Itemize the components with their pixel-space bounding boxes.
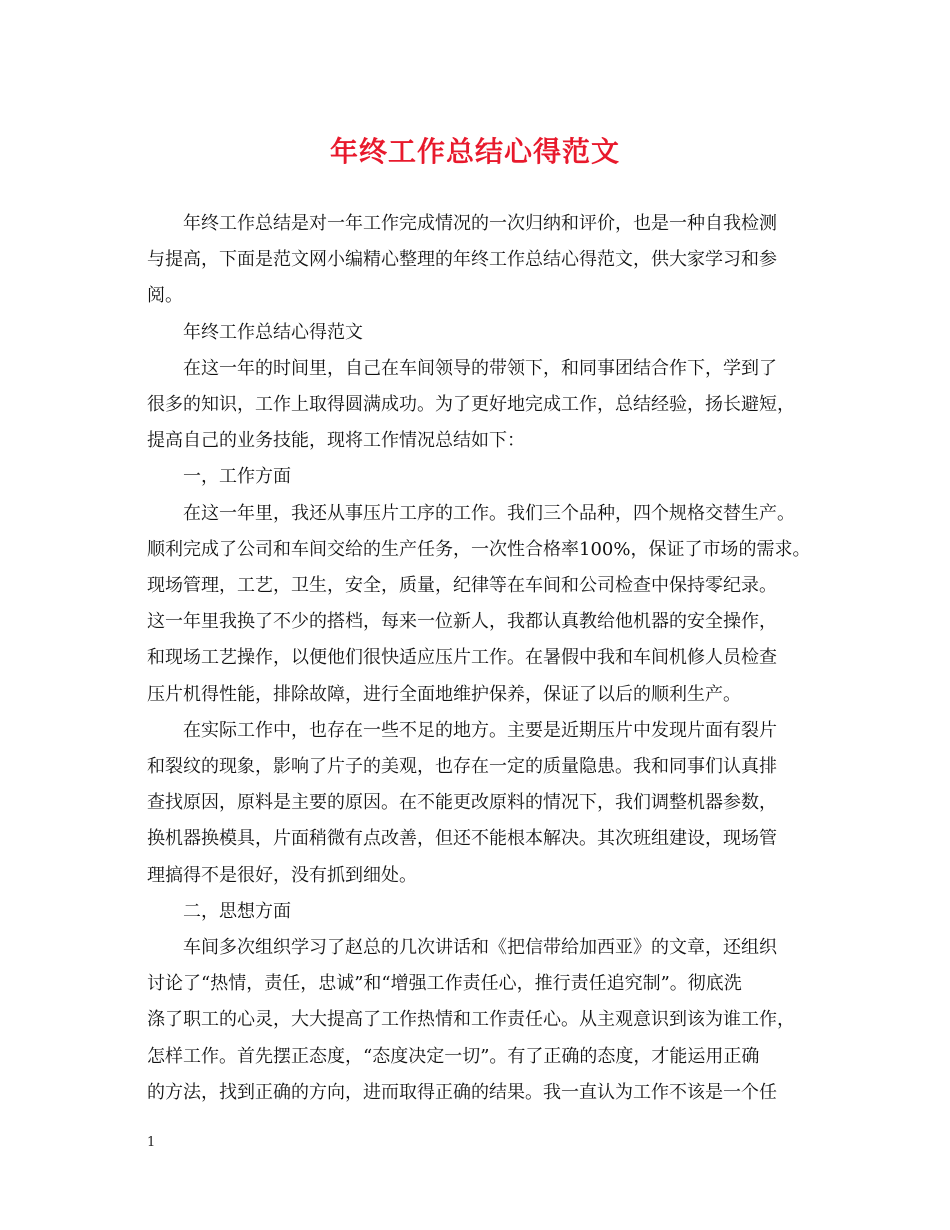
text-line: 和现场工艺操作，以便他们很快适应压片工作。在暑假中我和车间机修人员检查	[147, 647, 777, 669]
document-body	[147, 206, 812, 1111]
text-line: 现场管理，工艺，卫生，安全，质量，纪律等在车间和公司检查中保持零纪录。	[147, 575, 777, 597]
text-line: 年终工作总结是对一年工作完成情况的一次归纳和评价，也是一种自我检测	[183, 213, 777, 234]
text-line: 提高自己的业务技能，现将工作情况总结如下：	[147, 430, 525, 452]
text-line: 理搞得不是很好，没有抓到细处。	[147, 864, 417, 886]
document-title: 年终工作总结心得范文	[329, 135, 620, 168]
page-number: 1	[147, 1135, 156, 1150]
text-line: 年终工作总结心得范文	[183, 321, 363, 343]
text-line: 换机器换模具，片面稍微有点改善，但还不能根本解决。其次班组建设，现场管	[147, 828, 777, 850]
text-line: 阅。	[147, 285, 183, 307]
text-line: 二，思想方面	[183, 900, 291, 922]
text-line: 这一年里我换了不少的搭档，每来一位新人，我都认真教给他机器的安全操作，	[147, 611, 777, 633]
text-line: 在这一年的时间里，自己在车间领导的带领下，和同事团结合作下，学到了	[183, 357, 777, 379]
text-line: 很多的知识，工作上取得圆满成功。为了更好地完成工作，总结经验，扬长避短，	[147, 394, 795, 416]
text-line: 一，工作方面	[183, 466, 291, 488]
text-line: 和裂纹的现象，影响了片子的美观，也存在一定的质量隐患。我和同事们认真排	[147, 756, 777, 778]
text-line: 车间多次组织学习了赵总的几次讲话和《把信带给加西亚》的文章，还组织	[183, 937, 777, 959]
text-line: 与提高，下面是范文网小编精心整理的年终工作总结心得范文，供大家学习和参	[147, 249, 777, 271]
text-line: 压片机得性能，排除故障，进行全面地维护保养，保证了以后的顺利生产。	[147, 683, 741, 705]
text-line: 讨论了“热情，责任，忠诚”和“增强工作责任心，推行责任追究制”。彻底洗	[147, 973, 742, 995]
text-line: 涤了职工的心灵，大大提高了工作热情和工作责任心。从主观意识到该为谁工作，	[147, 1009, 795, 1031]
text-line: 怎样工作。首先摆正态度，“态度决定一切”。有了正确的态度，才能运用正确	[147, 1045, 760, 1067]
text-line: 在实际工作中，也存在一些不足的地方。主要是近期压片中发现片面有裂片	[183, 719, 777, 741]
text-line: 查找原因，原料是主要的原因。在不能更改原料的情况下，我们调整机器参数，	[147, 792, 777, 814]
text-line: 的方法，找到正确的方向，进而取得正确的结果。我一直认为工作不该是一个任	[147, 1081, 777, 1103]
text-line: 在这一年里，我还从事压片工序的工作。我们三个品种，四个规格交替生产。	[183, 502, 795, 524]
text-line: 顺利完成了公司和车间交给的生产任务，一次性合格率100%，保证了市场的需求。	[147, 538, 811, 560]
